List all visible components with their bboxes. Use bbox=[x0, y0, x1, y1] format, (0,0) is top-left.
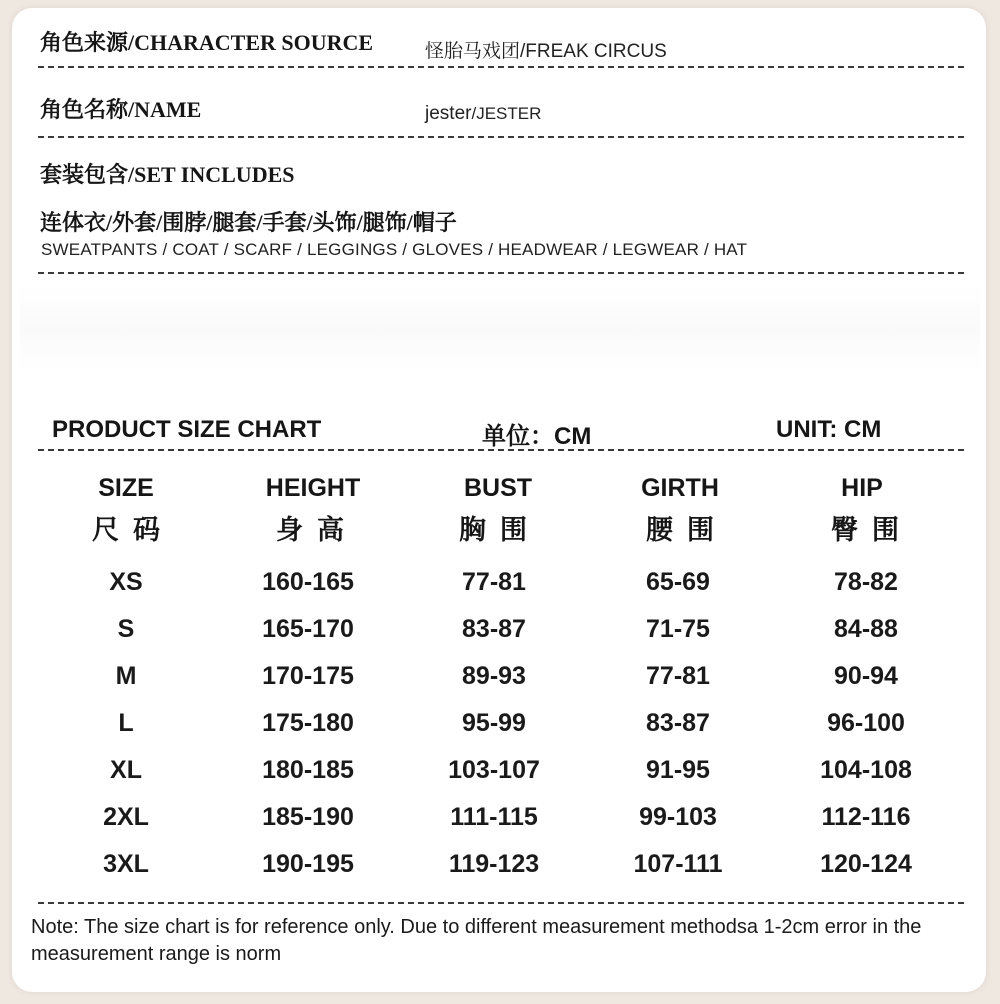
column-header-height-cn: 身高 bbox=[276, 515, 358, 545]
divider bbox=[38, 136, 964, 138]
column-header-bust: BUST bbox=[463, 474, 533, 502]
size-chart-title: PRODUCT SIZE CHART bbox=[52, 416, 322, 443]
character-source-label: 角色来源/CHARACTER SOURCE bbox=[40, 30, 374, 55]
height-cell: 190-195 bbox=[262, 850, 354, 878]
bust-cell: 89-93 bbox=[462, 662, 526, 690]
size-cell: M bbox=[115, 662, 137, 690]
girth-cell: 71-75 bbox=[646, 615, 710, 643]
height-cell: 180-185 bbox=[262, 756, 354, 784]
hip-cell: 120-124 bbox=[820, 850, 912, 878]
column-header-hip: HIP bbox=[841, 474, 883, 502]
character-source-value-en: /FREAK CIRCUS bbox=[520, 41, 667, 62]
size-cell: L bbox=[118, 709, 134, 737]
hip-cell: 78-82 bbox=[834, 568, 898, 596]
hip-cell: 90-94 bbox=[834, 662, 898, 690]
bust-cell: 77-81 bbox=[462, 568, 526, 596]
hip-cell: 104-108 bbox=[820, 756, 912, 784]
size-cell: S bbox=[117, 615, 135, 643]
size-note: Note: The size chart is for reference only. Due to different measurement methodsa 1-2cm error in the measurement range is norm bbox=[31, 916, 922, 965]
size-cell: 2XL bbox=[103, 803, 149, 831]
divider bbox=[38, 66, 964, 68]
column-header-girth-cn: 腰围 bbox=[646, 515, 728, 545]
height-cell: 185-190 bbox=[262, 803, 354, 831]
divider bbox=[38, 272, 964, 274]
bust-cell: 119-123 bbox=[448, 850, 540, 878]
divider bbox=[38, 902, 964, 904]
name-value-cn: jester bbox=[425, 103, 472, 124]
girth-cell: 107-111 bbox=[633, 850, 723, 878]
name-label: 角色名称/NAME bbox=[40, 97, 202, 122]
girth-cell: 99-103 bbox=[639, 803, 717, 831]
height-cell: 175-180 bbox=[262, 709, 354, 737]
size-chart-unit-cn: 单位：CM bbox=[482, 423, 592, 450]
bust-cell: 111-115 bbox=[450, 803, 538, 831]
set-includes-label: 套装包含/SET INCLUDES bbox=[40, 162, 295, 187]
column-header-height: HEIGHT bbox=[265, 474, 361, 502]
size-cell: 3XL bbox=[103, 850, 149, 878]
column-header-hip-cn: 臀围 bbox=[831, 515, 913, 545]
hip-cell: 84-88 bbox=[834, 615, 898, 643]
hip-cell: 112-116 bbox=[821, 803, 911, 831]
divider bbox=[38, 449, 964, 451]
girth-cell: 77-81 bbox=[646, 662, 710, 690]
blank-area bbox=[20, 286, 980, 372]
bust-cell: 103-107 bbox=[448, 756, 540, 784]
column-header-size: SIZE bbox=[98, 474, 154, 502]
column-header-size-cn: 尺码 bbox=[92, 515, 174, 545]
column-header-girth: GIRTH bbox=[641, 474, 719, 502]
name-value bbox=[425, 103, 541, 125]
set-includes-items-cn: 连体衣/外套/围脖/腿套/手套/头饰/腿饰/帽子 bbox=[40, 210, 457, 235]
size-cell: XL bbox=[110, 756, 142, 784]
size-chart-unit-en: UNIT: CM bbox=[776, 416, 882, 443]
girth-cell: 91-95 bbox=[646, 756, 710, 784]
set-includes-items-en: SWEATPANTS / COAT / SCARF / LEGGINGS / GLOVES / HEADWEAR / LEGWEAR / HAT bbox=[41, 240, 748, 259]
bust-cell: 95-99 bbox=[462, 709, 526, 737]
height-cell: 170-175 bbox=[262, 662, 354, 690]
height-cell: 165-170 bbox=[262, 615, 354, 643]
column-header-bust-cn: 胸围 bbox=[459, 515, 541, 545]
character-source-value bbox=[425, 36, 667, 63]
height-cell: 160-165 bbox=[262, 568, 354, 596]
bust-cell: 83-87 bbox=[462, 615, 526, 643]
girth-cell: 65-69 bbox=[646, 568, 710, 596]
size-cell: XS bbox=[109, 568, 143, 596]
character-source-value-cn: 怪胎马戏团 bbox=[425, 41, 521, 62]
girth-cell: 83-87 bbox=[646, 709, 710, 737]
hip-cell: 96-100 bbox=[827, 709, 905, 737]
name-value-en: /JESTER bbox=[471, 104, 542, 123]
